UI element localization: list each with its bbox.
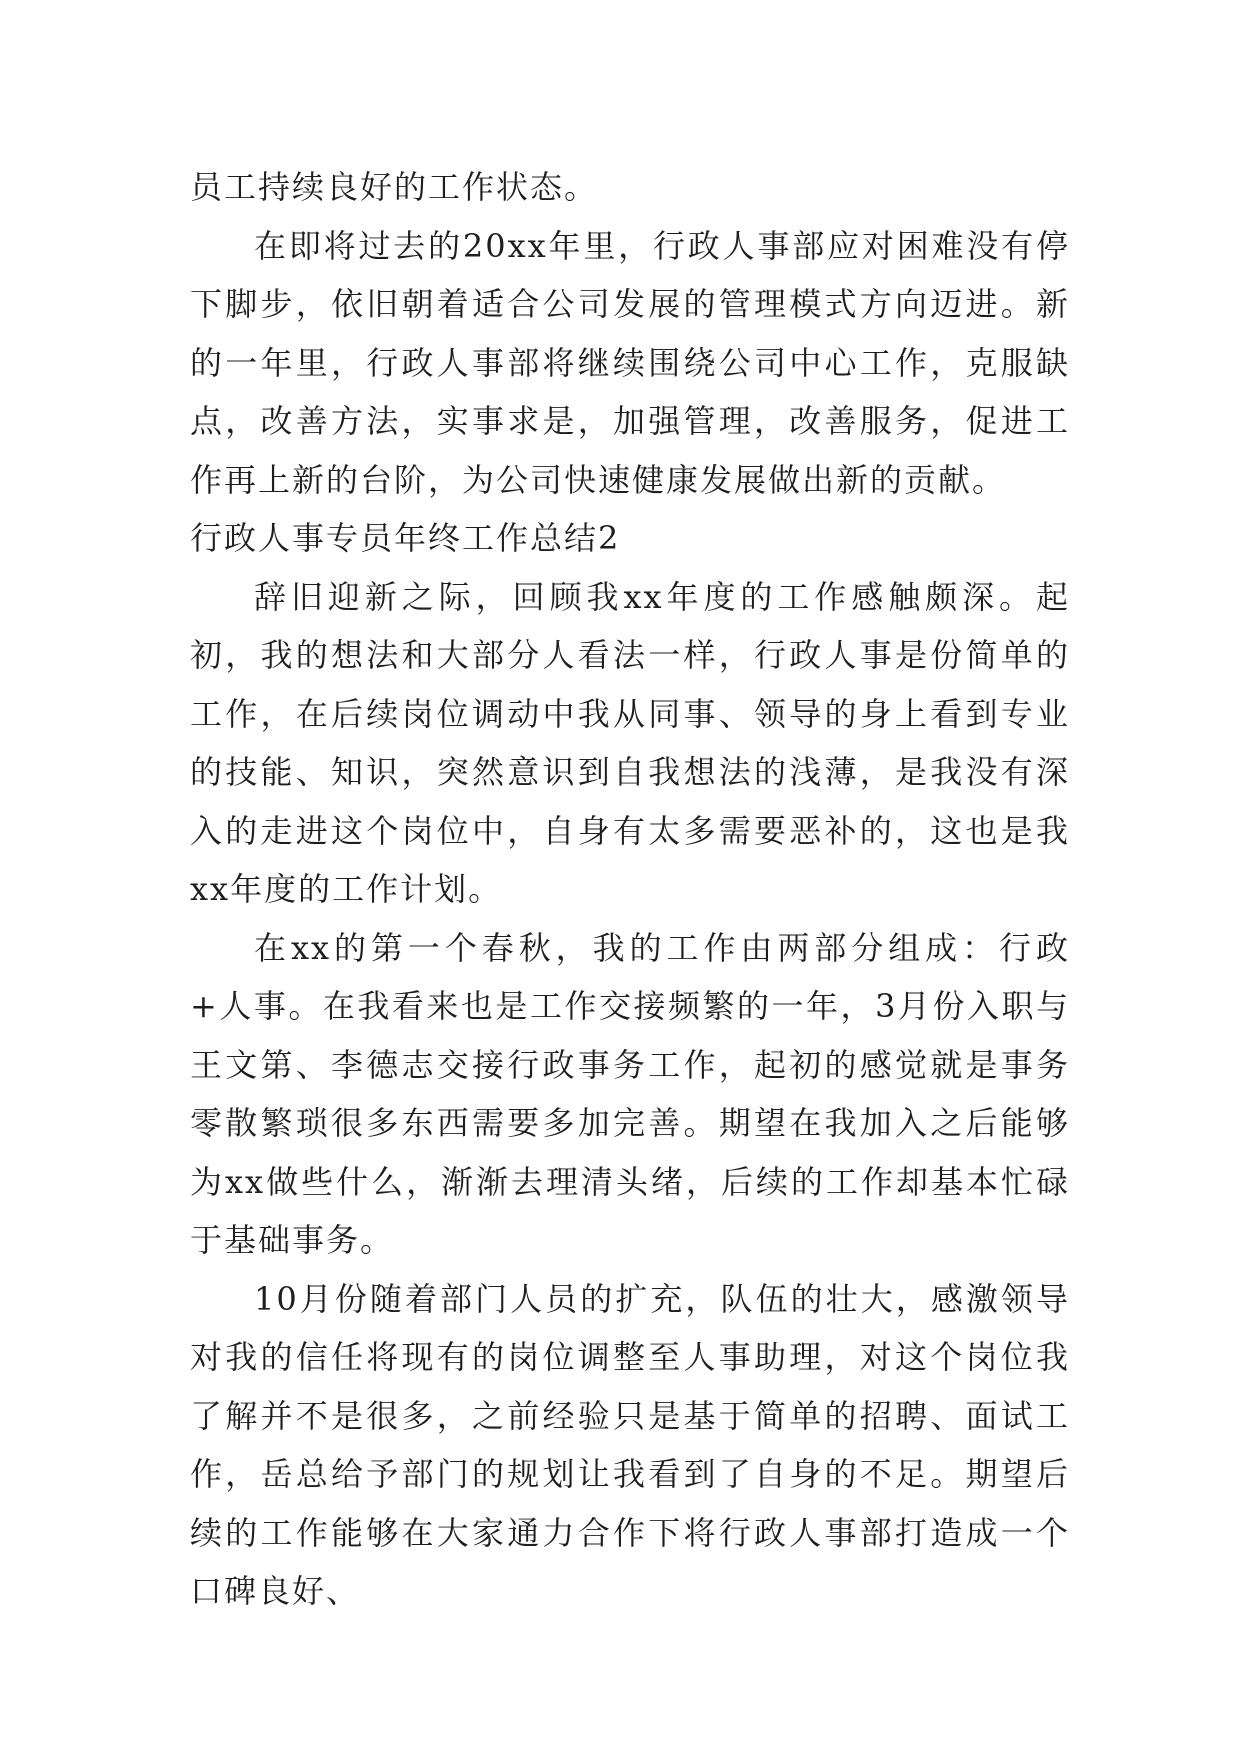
paragraph-summary-outlook: 在即将过去的20xx年里，行政人事部应对困难没有停下脚步，依旧朝着适合公司发展的管理模式方向迈进。新的一年里，行政人事部将继续围绕公司中心工作，克服缺点，改善方法，实事求是，加强管理，改善服务，促进工作再上新的台阶，为公司快速健康发展做出新的贡献。	[190, 226, 1070, 499]
paragraph-reflection: 辞旧迎新之际，回顾我xx年度的工作感触颇深。起初，我的想法和大部分人看法一样，行政人事是份简单的工作，在后续岗位调动中我从同事、领导的身上看到专业的技能、知识，突然意识到自我想法的浅薄，是我没有深入的走进这个岗位中，自身有太多需要恶补的，这也是我xx年度的工作计划。	[190, 577, 1070, 908]
paragraph-october: 10月份随着部门人员的扩充，队伍的壮大，感激领导对我的信任将现有的岗位调整至人事助理，对这个岗位我了解并不是很多，之前经验只是基于简单的招聘、面试工作，岳总给予部门的规划让我看到了自身的不足。期望后续的工作能够在大家通力合作下将行政人事部打造成一个口碑良好、	[190, 1279, 1070, 1610]
document-body	[190, 158, 1070, 1621]
paragraph-continuation: 员工持续良好的工作状态。	[190, 168, 599, 206]
paragraph-first-year: 在xx的第一个春秋，我的工作由两部分组成：行政+人事。在我看来也是工作交接频繁的一年，3月份入职与王文第、李德志交接行政事务工作，起初的感觉就是事务零散繁琐很多东西需要多加完善。期望在我加入之后能够为xx做些什么，渐渐去理清头绪，后续的工作却基本忙碌于基础事务。	[190, 928, 1070, 1259]
section-heading: 行政人事专员年终工作总结2	[190, 519, 621, 557]
